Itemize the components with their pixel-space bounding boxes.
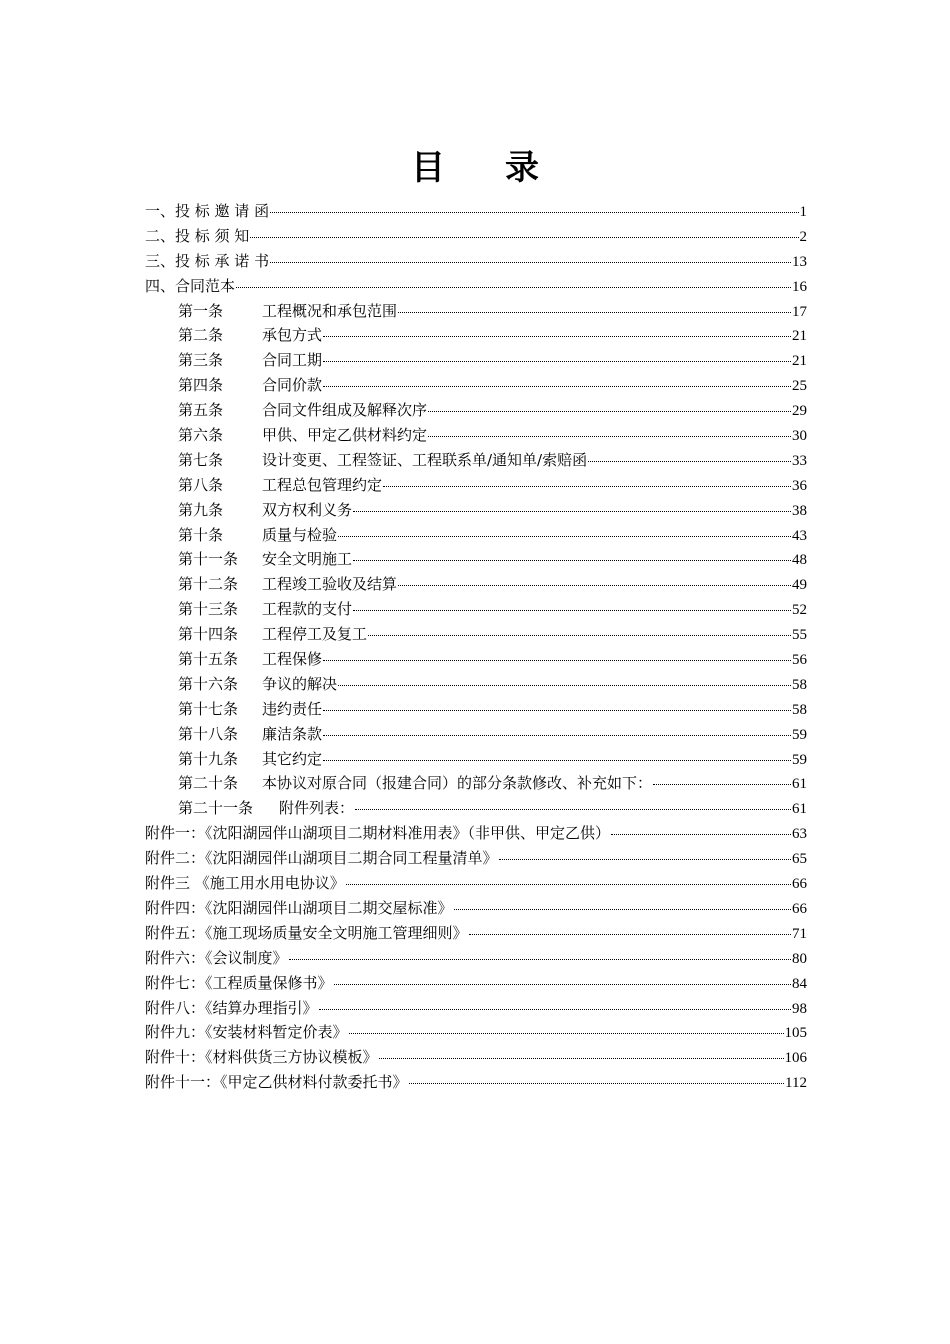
toc-entry-title: 四、合同范本 — [145, 276, 236, 295]
toc-entry-title: 其它约定 — [262, 749, 323, 768]
toc-page-number: 2 — [799, 228, 807, 245]
toc-leader-dots — [428, 436, 791, 437]
toc-leader-dots — [611, 834, 791, 835]
toc-leader-dots — [398, 585, 791, 586]
toc-entry[interactable] — [145, 947, 807, 972]
toc-entry[interactable] — [145, 300, 807, 325]
toc-page-number: 66 — [792, 876, 807, 893]
toc-entry[interactable] — [145, 772, 807, 797]
toc-page-number: 112 — [785, 1075, 807, 1092]
toc-page-number: 105 — [784, 1025, 807, 1042]
toc-leader-dots — [323, 735, 791, 736]
toc-entry-title: 附件六：《会议制度》 — [145, 948, 288, 967]
toc-entry[interactable] — [145, 822, 807, 847]
toc-leader-dots — [323, 361, 791, 362]
toc-page-number: 21 — [792, 328, 807, 345]
toc-entry-number: 第二条 — [178, 326, 224, 345]
toc-entry-number: 第二十条 — [178, 774, 239, 793]
toc-page-number: 55 — [792, 627, 807, 644]
toc-leader-dots — [353, 560, 791, 561]
toc-entry-title: 合同工期 — [262, 351, 323, 370]
toc-leader-dots — [323, 660, 791, 661]
toc-entry-title: 合同价款 — [262, 376, 323, 395]
toc-page-number: 66 — [792, 900, 807, 917]
toc-leader-dots — [454, 909, 791, 910]
toc-page-number: 59 — [792, 726, 807, 743]
toc-entry[interactable] — [145, 499, 807, 524]
toc-entry[interactable] — [145, 748, 807, 773]
toc-entry-title: 工程停工及复工 — [262, 625, 368, 644]
toc-entry-number: 第五条 — [178, 401, 224, 420]
toc-entry-number: 第一条 — [178, 301, 224, 320]
toc-leader-dots — [653, 784, 791, 785]
title-char-1: 目 — [411, 148, 445, 188]
toc-page-number: 63 — [792, 826, 807, 843]
toc-entry[interactable] — [145, 399, 807, 424]
toc-entry-number: 第十条 — [178, 525, 224, 544]
toc-leader-dots — [355, 809, 791, 810]
toc-page-number: 21 — [792, 353, 807, 370]
toc-leader-dots — [289, 959, 791, 960]
toc-entry-title: 质量与检验 — [262, 525, 338, 544]
toc-page-number: 58 — [792, 701, 807, 718]
toc-entry-title: 违约责任 — [262, 699, 323, 718]
toc-entry[interactable] — [145, 573, 807, 598]
toc-entry[interactable] — [145, 548, 807, 573]
toc-page-number: 13 — [792, 253, 807, 270]
toc-page-number: 98 — [792, 1000, 807, 1017]
toc-entry-title: 附件七：《工程质量保修书》 — [145, 973, 333, 992]
toc-entry-number: 第十一条 — [178, 550, 239, 569]
toc-entry[interactable] — [145, 797, 807, 822]
toc-page-number: 84 — [792, 975, 807, 992]
toc-leader-dots — [353, 610, 791, 611]
toc-leader-dots — [270, 262, 791, 263]
toc-entry-title: 争议的解决 — [262, 674, 338, 693]
toc-entry[interactable] — [145, 524, 807, 549]
toc-leader-dots — [338, 685, 791, 686]
toc-entry-number: 第十三条 — [178, 600, 239, 619]
toc-entry[interactable] — [145, 474, 807, 499]
toc-page-number: 25 — [792, 378, 807, 395]
toc-leader-dots — [346, 884, 791, 885]
toc-page-number: 56 — [792, 652, 807, 669]
toc-entry-title: 附件一：《沈阳湖园伴山湖项目二期材料准用表》（非甲供、甲定乙供） — [145, 824, 611, 843]
toc-entry-title: 工程款的支付 — [262, 600, 353, 619]
toc-entry[interactable] — [145, 847, 807, 872]
toc-entry[interactable] — [145, 872, 807, 897]
toc-page-number: 59 — [792, 751, 807, 768]
toc-entry[interactable] — [145, 648, 807, 673]
toc-entry-number: 第七条 — [178, 450, 224, 469]
toc-page-number: 80 — [792, 950, 807, 967]
toc-entry[interactable] — [145, 598, 807, 623]
toc-page-number: 29 — [792, 403, 807, 420]
toc-entry-title: 工程竣工验收及结算 — [262, 575, 398, 594]
toc-entry-title: 附件三 《施工用水用电协议》 — [145, 874, 345, 893]
toc-leader-dots — [323, 336, 791, 337]
toc-entry[interactable] — [145, 200, 807, 225]
toc-entry-number: 第八条 — [178, 475, 224, 494]
toc-leader-dots — [398, 312, 791, 313]
toc-entry-title: 工程总包管理约定 — [262, 475, 383, 494]
toc-entry-title: 本协议对原合同（报建合同）的部分条款修改、补充如下： — [262, 774, 653, 793]
toc-entry-title: 附件四：《沈阳湖园伴山湖项目二期交屋标准》 — [145, 898, 453, 917]
toc-entry-number: 第十八条 — [178, 724, 239, 743]
toc-entry[interactable] — [145, 449, 807, 474]
toc-page-number: 30 — [792, 428, 807, 445]
toc-entry[interactable] — [145, 1046, 807, 1071]
toc-entry-title: 双方权利义务 — [262, 500, 353, 519]
toc-leader-dots — [469, 934, 791, 935]
toc-entry[interactable] — [145, 275, 807, 300]
toc-entry-number: 第十七条 — [178, 699, 239, 718]
toc-leader-dots — [270, 212, 798, 213]
toc-page-number: 71 — [792, 925, 807, 942]
table-of-contents — [145, 200, 807, 1096]
toc-page-number: 65 — [792, 851, 807, 868]
toc-leader-dots — [349, 1033, 784, 1034]
toc-entry-title: 附件十：《材料供货三方协议模板》 — [145, 1048, 378, 1067]
toc-entry-title: 三、投 标 承 诺 书 — [145, 251, 270, 270]
toc-entry[interactable] — [145, 723, 807, 748]
toc-page-number: 16 — [792, 278, 807, 295]
toc-page-number: 1 — [799, 204, 807, 220]
toc-leader-dots — [383, 486, 791, 487]
toc-entry[interactable] — [145, 1071, 807, 1096]
toc-page-number: 58 — [792, 676, 807, 693]
toc-entry[interactable] — [145, 374, 807, 399]
toc-page-number: 61 — [792, 776, 807, 793]
toc-entry-title: 承包方式 — [262, 326, 323, 345]
toc-entry[interactable] — [145, 698, 807, 723]
toc-entry-title: 附件八：《结算办理指引》 — [145, 998, 318, 1017]
toc-entry-title: 工程保修 — [262, 650, 323, 669]
toc-leader-dots — [428, 411, 791, 412]
toc-leader-dots — [379, 1058, 784, 1059]
toc-leader-dots — [334, 984, 791, 985]
toc-page-number: 49 — [792, 577, 807, 594]
toc-entry-title: 甲供、甲定乙供材料约定 — [262, 426, 428, 445]
toc-page-number: 106 — [784, 1050, 807, 1067]
toc-entry-number: 第十六条 — [178, 674, 239, 693]
toc-entry-title: 附件十一：《甲定乙供材料付款委托书》 — [145, 1073, 408, 1092]
toc-entry[interactable] — [145, 673, 807, 698]
toc-entry-title: 附件五：《施工现场质量安全文明施工管理细则》 — [145, 923, 468, 942]
toc-entry-title: 一、投 标 邀 请 函 — [145, 202, 270, 220]
toc-entry-number: 第六条 — [178, 426, 224, 445]
toc-page-number: 36 — [792, 477, 807, 494]
toc-leader-dots — [338, 536, 791, 537]
toc-entry[interactable] — [145, 623, 807, 648]
toc-leader-dots — [250, 237, 798, 238]
toc-entry-title: 廉洁条款 — [262, 724, 323, 743]
toc-entry-title: 安全文明施工 — [262, 550, 353, 569]
toc-leader-dots — [323, 760, 791, 761]
toc-entry[interactable] — [145, 250, 807, 275]
toc-leader-dots — [409, 1083, 785, 1084]
toc-entry-title: 附件二：《沈阳湖园伴山湖项目二期合同工程量清单》 — [145, 849, 498, 868]
toc-entry-title: 附件九：《安装材料暂定价表》 — [145, 1023, 348, 1042]
toc-entry[interactable] — [145, 922, 807, 947]
toc-entry-number: 第十四条 — [178, 625, 239, 644]
toc-entry[interactable] — [145, 897, 807, 922]
toc-entry-number: 第四条 — [178, 376, 224, 395]
toc-entry-number: 第十五条 — [178, 650, 239, 669]
toc-leader-dots — [588, 461, 791, 462]
toc-entry-title: 设计变更、工程签证、工程联系单/通知单/索赔函 — [262, 450, 588, 469]
toc-entry-number: 第九条 — [178, 500, 224, 519]
toc-entry[interactable] — [145, 1021, 807, 1046]
toc-page-number: 33 — [792, 452, 807, 469]
toc-entry-title: 工程概况和承包范围 — [262, 301, 398, 320]
toc-entry-number: 第十二条 — [178, 575, 239, 594]
toc-page-number: 38 — [792, 502, 807, 519]
toc-page-number: 52 — [792, 602, 807, 619]
toc-entry-title: 二、投 标 须 知 — [145, 226, 250, 245]
toc-page-number: 17 — [792, 303, 807, 320]
page-title — [0, 140, 950, 189]
toc-leader-dots — [499, 859, 791, 860]
toc-entry[interactable] — [145, 349, 807, 374]
toc-entry[interactable] — [145, 972, 807, 997]
title-char-2: 录 — [505, 148, 539, 188]
toc-leader-dots — [323, 710, 791, 711]
toc-page-number: 48 — [792, 552, 807, 569]
toc-page-number: 61 — [792, 801, 807, 818]
toc-entry[interactable] — [145, 324, 807, 349]
toc-leader-dots — [319, 1009, 791, 1010]
toc-leader-dots — [323, 386, 791, 387]
toc-entry-number: 第三条 — [178, 351, 224, 370]
toc-entry-title: 附件列表： — [279, 799, 355, 818]
toc-entry-title: 合同文件组成及解释次序 — [262, 401, 428, 420]
toc-leader-dots — [368, 635, 791, 636]
toc-entry-number: 第十九条 — [178, 749, 239, 768]
toc-page-number: 43 — [792, 527, 807, 544]
toc-leader-dots — [353, 511, 791, 512]
toc-entry[interactable] — [145, 997, 807, 1022]
toc-leader-dots — [236, 287, 791, 288]
toc-entry-number: 第二十一条 — [178, 799, 254, 818]
toc-entry[interactable] — [145, 225, 807, 250]
toc-entry[interactable] — [145, 424, 807, 449]
